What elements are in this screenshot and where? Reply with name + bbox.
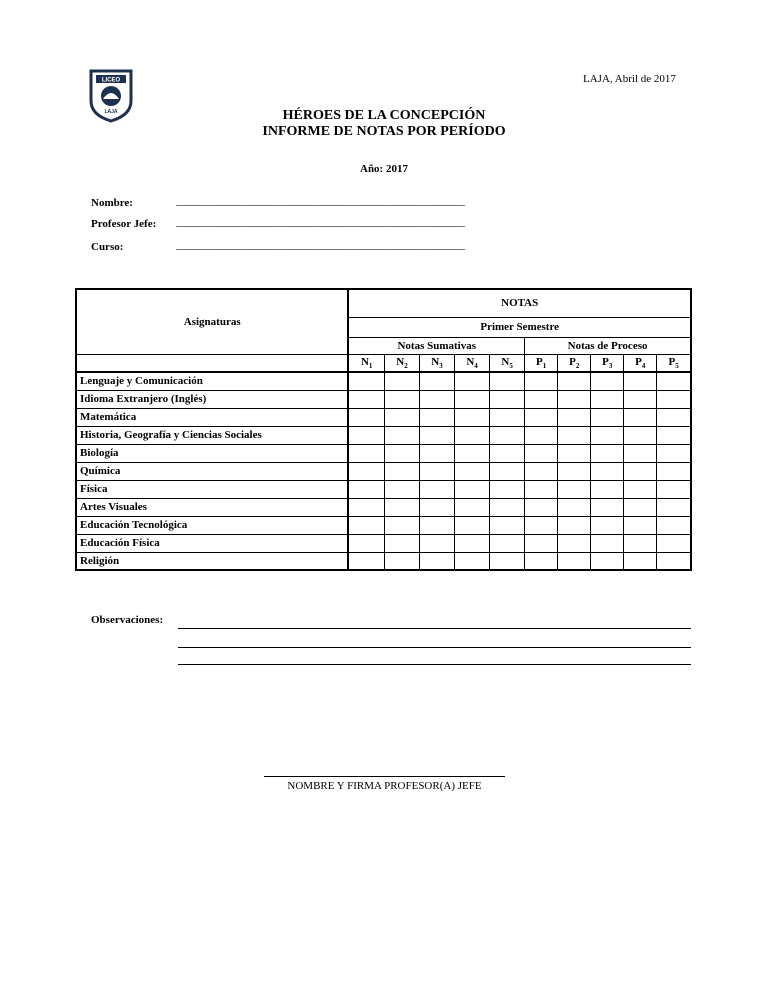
grade-cell[interactable] — [490, 372, 525, 390]
column-letter: P — [668, 355, 676, 368]
grade-cell[interactable] — [348, 552, 384, 570]
field-line-nombre[interactable]: ________________________________________________________________ — [176, 195, 464, 207]
column-header-n4 — [455, 354, 490, 372]
grade-cell[interactable] — [419, 462, 454, 480]
table-row — [76, 480, 691, 498]
observations-line-1[interactable] — [178, 628, 691, 629]
grade-cell[interactable] — [525, 516, 558, 534]
grade-cell[interactable] — [558, 408, 591, 426]
column-subscript: 3 — [608, 361, 613, 370]
grade-cell[interactable] — [624, 498, 657, 516]
grade-cell[interactable] — [657, 390, 691, 408]
grade-cell[interactable] — [591, 372, 624, 390]
grade-cell[interactable] — [657, 444, 691, 462]
column-letter: N — [396, 355, 405, 368]
field-label-curso: Curso: — [91, 241, 124, 253]
grade-cell[interactable] — [348, 516, 384, 534]
grade-cell[interactable] — [348, 534, 384, 552]
subject-name: Religión — [76, 552, 348, 570]
grade-cell[interactable] — [490, 480, 525, 498]
grade-cell[interactable] — [591, 462, 624, 480]
table-row — [76, 462, 691, 480]
table-row — [76, 516, 691, 534]
grade-cell[interactable] — [384, 534, 419, 552]
school-name: HÉROES DE LA CONCEPCIÓN — [282, 108, 486, 123]
column-subscript: 1 — [542, 361, 547, 370]
grade-cell[interactable] — [624, 534, 657, 552]
grade-cell[interactable] — [591, 426, 624, 444]
grade-cell[interactable] — [490, 516, 525, 534]
grade-cell[interactable] — [490, 408, 525, 426]
logo-text-bottom: LAJA — [104, 109, 118, 115]
grade-cell[interactable] — [525, 426, 558, 444]
grade-cell[interactable] — [558, 534, 591, 552]
grade-cell[interactable] — [384, 390, 419, 408]
column-letter: N — [431, 355, 440, 368]
grade-cell[interactable] — [455, 372, 490, 390]
grade-cell[interactable] — [657, 462, 691, 480]
grade-cell[interactable] — [657, 426, 691, 444]
grade-cell[interactable] — [419, 534, 454, 552]
signature-label: NOMBRE Y FIRMA PROFESOR(A) JEFE — [287, 780, 482, 792]
column-header-p5 — [657, 354, 691, 372]
field-line-profesor-jefe[interactable]: ________________________________________________________________ — [176, 216, 464, 228]
grade-cell[interactable] — [384, 408, 419, 426]
column-subscript: 2 — [404, 361, 408, 370]
column-subscript: 5 — [675, 361, 679, 370]
grade-cell[interactable] — [624, 516, 657, 534]
column-letter: N — [360, 355, 369, 368]
grade-cell[interactable] — [657, 552, 691, 570]
grade-cell[interactable] — [657, 534, 691, 552]
grade-cell[interactable] — [455, 480, 490, 498]
grade-cell[interactable] — [455, 444, 490, 462]
grade-cell[interactable] — [525, 534, 558, 552]
grade-cell[interactable] — [525, 498, 558, 516]
grade-cell[interactable] — [384, 552, 419, 570]
subjects-header: Asignaturas — [76, 289, 348, 354]
grade-cell[interactable] — [419, 372, 454, 390]
grade-cell[interactable] — [455, 552, 490, 570]
grade-cell[interactable] — [419, 480, 454, 498]
column-header-n1 — [348, 354, 384, 372]
grade-cell[interactable] — [455, 426, 490, 444]
grade-cell[interactable] — [624, 372, 657, 390]
column-subscript: 4 — [641, 361, 646, 370]
subject-name: Artes Visuales — [76, 498, 348, 516]
grade-cell[interactable] — [591, 516, 624, 534]
grade-cell[interactable] — [591, 552, 624, 570]
grade-cell[interactable] — [657, 408, 691, 426]
blank-header-cell — [76, 354, 348, 372]
column-subscript: 3 — [439, 361, 443, 370]
subject-name: Física — [76, 480, 348, 498]
grade-cell[interactable] — [348, 372, 384, 390]
table-row — [76, 372, 691, 390]
grade-cell[interactable] — [525, 444, 558, 462]
column-header-n2 — [384, 354, 419, 372]
grade-cell[interactable] — [525, 372, 558, 390]
grade-cell[interactable] — [490, 426, 525, 444]
grade-cell[interactable] — [657, 480, 691, 498]
table-row — [76, 498, 691, 516]
grade-cell[interactable] — [455, 462, 490, 480]
grade-cell[interactable] — [558, 516, 591, 534]
observations-label: Observaciones: — [91, 614, 164, 626]
observations-line-3[interactable] — [178, 664, 691, 665]
grade-cell[interactable] — [624, 552, 657, 570]
grade-cell[interactable] — [490, 462, 525, 480]
grade-cell[interactable] — [624, 426, 657, 444]
grade-cell[interactable] — [657, 498, 691, 516]
table-row — [76, 390, 691, 408]
subject-name: Química — [76, 462, 348, 480]
grade-cell[interactable] — [490, 534, 525, 552]
column-header-n5 — [490, 354, 525, 372]
grade-cell[interactable] — [558, 444, 591, 462]
column-subscript: 5 — [509, 361, 513, 370]
column-letter: N — [501, 355, 510, 368]
column-header-p1 — [525, 354, 558, 372]
column-letter: P — [602, 355, 609, 368]
grade-cell[interactable] — [455, 390, 490, 408]
grade-cell[interactable] — [558, 426, 591, 444]
report-year: Año: 2017 — [360, 163, 408, 175]
table-row — [76, 408, 691, 426]
grade-cell[interactable] — [455, 516, 490, 534]
grade-cell[interactable] — [558, 498, 591, 516]
subject-name: Biología — [76, 444, 348, 462]
grade-cell[interactable] — [591, 408, 624, 426]
field-line-curso[interactable]: ________________________________________________________________ — [176, 239, 464, 251]
grade-cell[interactable] — [348, 408, 384, 426]
grade-cell[interactable] — [525, 480, 558, 498]
proceso-header: Notas de Proceso — [525, 337, 691, 354]
grade-cell[interactable] — [624, 480, 657, 498]
grade-cell[interactable] — [558, 390, 591, 408]
grade-cell[interactable] — [624, 390, 657, 408]
grade-cell[interactable] — [624, 444, 657, 462]
grade-cell[interactable] — [348, 462, 384, 480]
subject-name: Historia, Geografía y Ciencias Sociales — [76, 426, 348, 444]
column-letter: P — [536, 355, 543, 368]
grade-cell[interactable] — [525, 552, 558, 570]
grade-cell[interactable] — [384, 480, 419, 498]
grade-cell[interactable] — [591, 390, 624, 408]
grade-cell[interactable] — [348, 390, 384, 408]
grade-cell[interactable] — [348, 426, 384, 444]
report-title: INFORME DE NOTAS POR PERÍODO — [262, 124, 506, 139]
grade-cell[interactable] — [384, 426, 419, 444]
observations-line-2[interactable] — [178, 647, 691, 648]
grade-cell[interactable] — [384, 516, 419, 534]
grade-cell[interactable] — [558, 372, 591, 390]
grade-cell[interactable] — [624, 408, 657, 426]
grade-cell[interactable] — [558, 462, 591, 480]
logo-text-top: LICEO — [101, 77, 121, 84]
grade-cell[interactable] — [558, 480, 591, 498]
grade-cell[interactable] — [490, 498, 525, 516]
grade-cell[interactable] — [419, 426, 454, 444]
grade-cell[interactable] — [348, 444, 384, 462]
table-row — [76, 444, 691, 462]
column-header-p3 — [591, 354, 624, 372]
grade-cell[interactable] — [455, 498, 490, 516]
column-header-n3 — [419, 354, 454, 372]
grade-cell[interactable] — [384, 462, 419, 480]
table-row — [76, 534, 691, 552]
column-header-p4 — [624, 354, 657, 372]
grade-cell[interactable] — [419, 516, 454, 534]
grade-cell[interactable] — [348, 498, 384, 516]
field-label-nombre: Nombre: — [91, 197, 133, 209]
table-row — [76, 426, 691, 444]
grade-cell[interactable] — [591, 480, 624, 498]
signature-line[interactable] — [264, 776, 505, 777]
grade-cell[interactable] — [591, 498, 624, 516]
column-letter: N — [466, 355, 475, 368]
column-header-p2 — [558, 354, 591, 372]
table-row — [76, 552, 691, 570]
grade-cell[interactable] — [419, 408, 454, 426]
grades-table — [75, 288, 692, 571]
subject-name: Idioma Extranjero (Inglés) — [76, 390, 348, 408]
grade-cell[interactable] — [419, 498, 454, 516]
column-letter: P — [635, 355, 642, 368]
grade-cell[interactable] — [490, 444, 525, 462]
column-header-row — [76, 354, 691, 372]
grade-cell[interactable] — [455, 534, 490, 552]
grade-cell[interactable] — [419, 444, 454, 462]
report-date: LAJA, Abril de 2017 — [583, 73, 676, 85]
grade-cell[interactable] — [419, 390, 454, 408]
column-letter: P — [569, 355, 576, 368]
column-subscript: 2 — [575, 361, 580, 370]
grade-cell[interactable] — [525, 408, 558, 426]
grade-cell[interactable] — [624, 462, 657, 480]
subject-name: Matemática — [76, 408, 348, 426]
grade-cell[interactable] — [591, 534, 624, 552]
sumativas-header: Notas Sumativas — [348, 337, 524, 354]
grade-cell[interactable] — [525, 462, 558, 480]
column-subscript: 1 — [368, 361, 373, 370]
semester-header: Primer Semestre — [348, 317, 691, 337]
grade-cell[interactable] — [558, 552, 591, 570]
grade-cell[interactable] — [490, 552, 525, 570]
grade-cell[interactable] — [591, 444, 624, 462]
grade-cell[interactable] — [384, 372, 419, 390]
subject-name: Educación Física — [76, 534, 348, 552]
grade-cell[interactable] — [525, 390, 558, 408]
subject-name: Lenguaje y Comunicación — [76, 372, 348, 390]
grade-cell[interactable] — [455, 408, 490, 426]
grade-cell[interactable] — [657, 516, 691, 534]
grade-cell[interactable] — [657, 372, 691, 390]
grade-cell[interactable] — [384, 498, 419, 516]
grade-cell[interactable] — [490, 390, 525, 408]
column-subscript: 4 — [474, 361, 478, 370]
field-label-profesor-jefe: Profesor Jefe: — [91, 218, 157, 230]
grade-cell[interactable] — [348, 480, 384, 498]
grade-cell[interactable] — [384, 444, 419, 462]
grade-cell[interactable] — [419, 552, 454, 570]
subject-name: Educación Tecnológica — [76, 516, 348, 534]
notas-header: NOTAS — [348, 289, 691, 317]
